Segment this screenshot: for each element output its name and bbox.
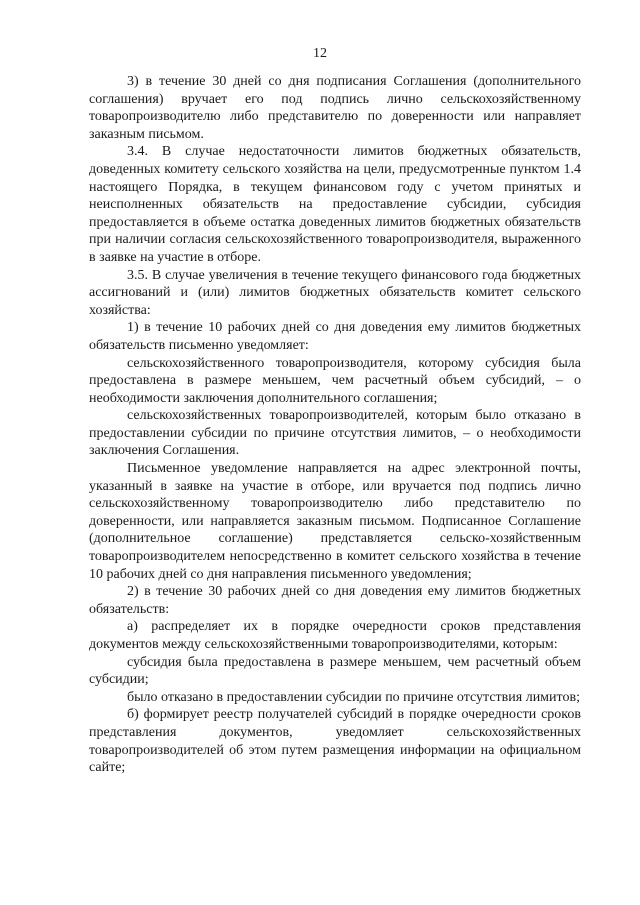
paragraph-written-notice: Письменное уведомление направляется на адрес электронной почты, указанный в заявке на участие в отборе, или вручается под подпись лично сельскохозяйственному товаропроизводителю либо представителю по доверенности, или направляется заказным письмом. Подписанное Соглашение (дополнительное соглашение) представляется сельско-хозяйственным товаропроизводителем непосредственно в комитет сельского хозяйства в течение 10 рабочих дней со дня направления письменного уведомления; bbox=[89, 461, 581, 582]
paragraph-3-3-item-3: 3) в течение 30 дней со дня подписания Соглашения (дополнительного соглашения) вручает его под подпись лично сельскохозяйственному товаропроизводителю либо представителю по доверенности или направляет заказным письмом. bbox=[89, 74, 581, 142]
document-body bbox=[89, 73, 581, 777]
paragraph-3-5-item-1: 1) в течение 10 рабочих дней со дня доведения ему лимитов бюджетных обязательств письменно уведомляет: bbox=[89, 320, 581, 353]
paragraph-notify-partial: сельскохозяйственного товаропроизводителя, которому субсидия была предоставлена в размере меньшем, чем расчетный объем субсидий, – о необходимости заключения дополнительного соглашения; bbox=[89, 355, 581, 406]
paragraph-3-5-item-2: 2) в течение 30 рабочих дней со дня доведения ему лимитов бюджетных обязательств: bbox=[89, 584, 581, 617]
paragraph-item-a: а) распределяет их в порядке очередности сроков представления документов между сельскохозяйственными товаропроизводителями, которым: bbox=[89, 619, 581, 652]
paragraph-3-4: 3.4. В случае недостаточности лимитов бюджетных обязательств, доведенных комитету сельского хозяйства на цели, предусмотренные пунктом 1.4 настоящего Порядка, в текущем финансовом году с учетом принятых и неисполненных обязательств на предоставление субсидии, субсидия предоставляется в объеме остатка доведенных лимитов бюджетных обязательств при наличии согласия сельскохозяйственного товаропроизводителя, выраженного в заявке на участие в отборе. bbox=[89, 144, 581, 265]
paragraph-item-b: б) формирует реестр получателей субсидий в порядке очередности сроков представления документов, уведомляет сельскохозяйственных товаропроизводителей об этом путем размещения информации на официальном сайте; bbox=[89, 707, 581, 776]
page-number: 12 bbox=[313, 46, 327, 61]
paragraph-item-a-partial: субсидия была предоставлена в размере меньшем, чем расчетный объем субсидии; bbox=[89, 654, 581, 688]
paragraph-3-5: 3.5. В случае увеличения в течение текущего финансового года бюджетных ассигнований и (или) лимитов бюджетных обязательств комитет сельского хозяйства: bbox=[89, 267, 581, 318]
paragraph-item-a-refused: было отказано в предоставлении субсидии по причине отсутствия лимитов; bbox=[127, 689, 580, 705]
paragraph-notify-refused: сельскохозяйственных товаропроизводителей, которым было отказано в предоставлении субсидии по причине отсутствия лимитов, – о необходимости заключения Соглашения. bbox=[89, 408, 581, 459]
